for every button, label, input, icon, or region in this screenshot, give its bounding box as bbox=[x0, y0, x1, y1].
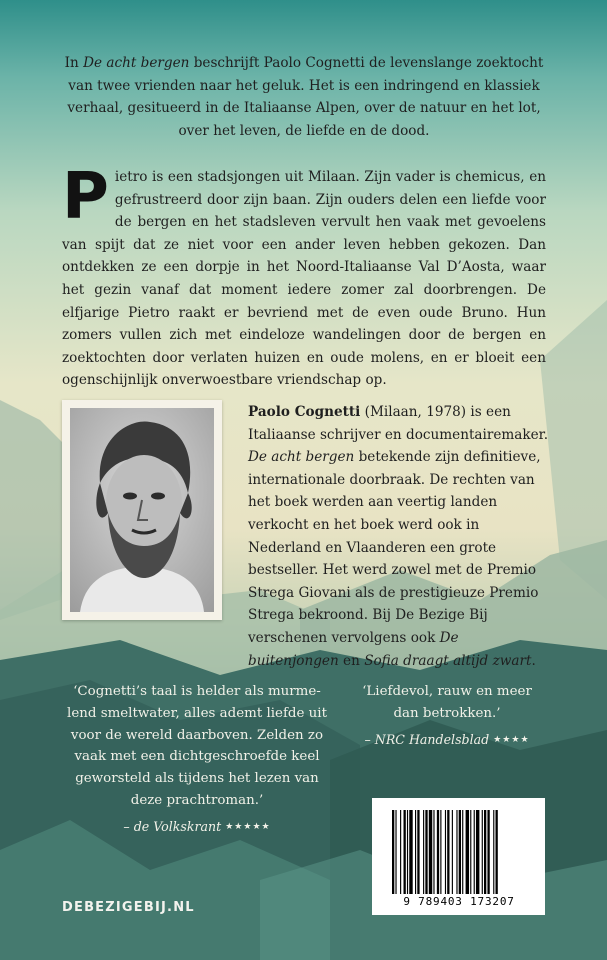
rating-stars: ★★★★ bbox=[493, 734, 530, 745]
barcode-bar bbox=[452, 810, 453, 894]
barcode-bar bbox=[409, 810, 412, 894]
barcode-bar bbox=[456, 810, 457, 894]
barcode-bar bbox=[417, 810, 419, 894]
publisher-url[interactable]: DEBEZIGEBIJ.NL bbox=[62, 900, 195, 915]
barcode-bar bbox=[466, 810, 469, 894]
barcode-bar bbox=[487, 810, 489, 894]
barcode-bar bbox=[400, 810, 401, 894]
barcode-bar bbox=[437, 810, 439, 894]
barcode-bar bbox=[425, 810, 427, 894]
barcode-bar bbox=[423, 810, 424, 894]
barcode-bar bbox=[462, 810, 463, 894]
barcode-bar bbox=[395, 810, 396, 894]
barcode-bar bbox=[484, 810, 486, 894]
barcode-bar bbox=[415, 810, 416, 894]
barcode-bars bbox=[390, 810, 528, 898]
author-name: Paolo Cognetti bbox=[248, 404, 361, 420]
barcode-bar bbox=[429, 810, 432, 894]
barcode-bar bbox=[440, 810, 441, 894]
synopsis-paragraph: Pietro is een stadsjongen uit Milaan. Zijn vader is chemicus, en gefrustreerd door zijn baan. Zijn ouders delen een liefde voor de bergen en het stadsleven vervult hen vaak met gevoelens van spijt dat ze niet voor een ander leven hebben gekozen. Dan ontdekken ze een dorpje in het Noord-Italiaanse Val D’Aosta, waar het gezin vanaf dat moment iedere zomer zal doorbrengen. De elfjarige Pietro raakt er bevriend met de even oude Bruno. Hun zomers vullen zich met eindeloze wandelingen door de bergen en zoektochten door verlaten huizen en oude molens, en er bloeit een ogenschijnlijk onverwoestbare vriendschap op. bbox=[62, 160, 546, 389]
review-quote-nrc: ‘Liefdevol, rauw en meer dan betrokken.’ – NRC Handelsblad ★★★★ bbox=[362, 684, 532, 747]
barcode-bar bbox=[496, 810, 498, 894]
barcode-bar bbox=[447, 810, 449, 894]
barcode-bar bbox=[474, 810, 475, 894]
barcode-bar bbox=[493, 810, 494, 894]
barcode-bar bbox=[459, 810, 461, 894]
drop-cap: P bbox=[62, 160, 109, 234]
book-title: De acht bergen bbox=[83, 55, 190, 71]
barcode-bar bbox=[404, 810, 406, 894]
rating-stars: ★★★★★ bbox=[225, 821, 271, 832]
author-portrait-image bbox=[70, 408, 214, 612]
intro-paragraph: In De acht bergen beschrijft Paolo Cognetti de levenslange zoektocht van twee vrienden naar het geluk. Het is een indringend en klassiek verhaal, gesitueerd in de Italiaanse Alpen, over de natuur en het lot, over het leven, de liefde en de dood. bbox=[64, 55, 544, 139]
barcode-bar bbox=[476, 810, 479, 894]
barcode-bar bbox=[407, 810, 408, 894]
review-quote-volkskrant: ‘Cognetti’s taal is helder als murme-lend smeltwater, alles ademt liefde uit voor de wereld daarboven. Zelden zo vaak met een dichtgeschroefde keel geworsteld als tijdens het lezen van deze prachtroman.’ – de Volkskrant ★★★★★ bbox=[67, 684, 327, 834]
author-photo bbox=[62, 400, 222, 620]
isbn-barcode bbox=[372, 798, 545, 915]
barcode-bar bbox=[482, 810, 483, 894]
author-bio: Paolo Cognetti (Milaan, 1978) is een Italiaanse schrijver en documentairemaker. De acht bergen betekende zijn definitieve, internationale doorbraak. De rechten van het boek werden aan veertig landen verkocht en het boek werd ook in Nederland en Vlaanderen een grote bestseller. Het werd zowel met de Premio Strega Giovani als de prestigieuze Premio Strega bekroond. Bij De Bezige Bij verschenen vervolgens ook De buitenjongen en Sofia draagt altijd zwart. bbox=[248, 404, 549, 669]
barcode-bar bbox=[445, 810, 446, 894]
barcode-bar bbox=[433, 810, 434, 894]
barcode-bar bbox=[392, 810, 394, 894]
barcode-bar bbox=[470, 810, 471, 894]
isbn-number: 9 789403 173207 bbox=[403, 895, 515, 908]
